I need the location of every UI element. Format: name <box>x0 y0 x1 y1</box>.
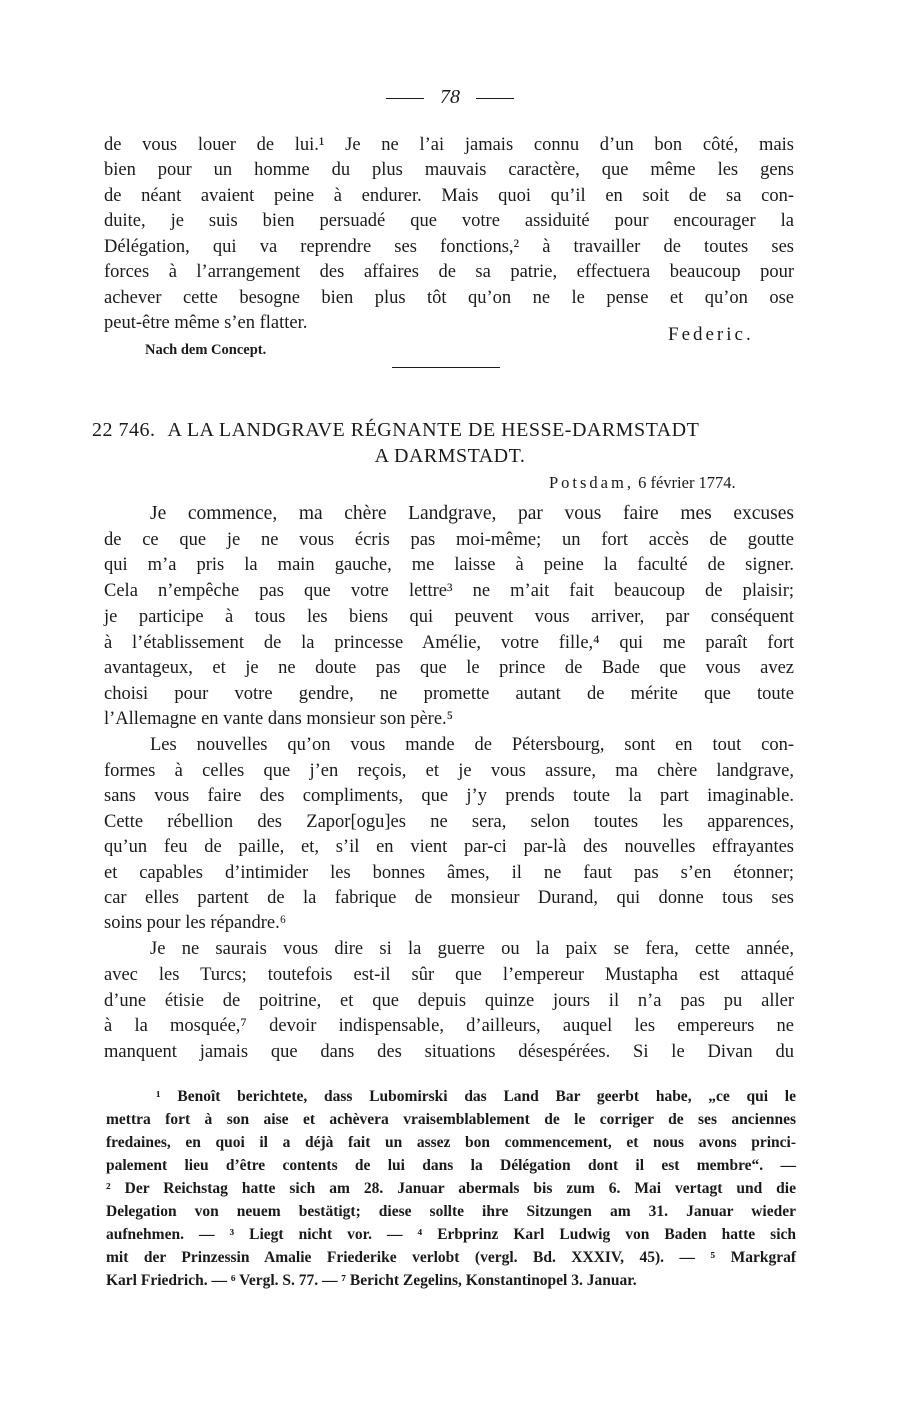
letter2-line: et capables d’intimider les bonnes âmes, il ne faut pas s’en étonner; <box>104 863 794 883</box>
letter2-line: je participe à tous les biens qui peuvent vous arriver, par conséquent <box>104 607 794 627</box>
letter1-line: de vous louer de lui.¹ Je ne l’ai jamais connu d’un bon côté, mais <box>104 135 794 155</box>
letter2-line: qu’un feu de paille, et, s’il en vient par-ci par-là des nouvelles effrayantes <box>104 837 794 857</box>
footnote-line: Karl Friedrich. — ⁶ Vergl. S. 77. — ⁷ Bericht Zegelins, Konstantinopel 3. Januar. <box>106 1272 637 1289</box>
letter2-line: Cela n’empêche pas que votre lettre³ ne m’ait fait beaucoup de plaisir; <box>104 581 794 601</box>
letter1-line: Délégation, qui va reprendre ses fonctions,² à travailler de toutes ses <box>104 237 794 257</box>
footnote-line: fredaines, en quoi il a déjà fait un assez bon commencement, et nous avons princi- <box>106 1134 796 1151</box>
document-number: 22 746. <box>92 419 156 441</box>
footnote-line: Delegation von neuem bestätigt; diese sollte ihre Sitzungen am 31. Januar wieder <box>106 1203 796 1220</box>
letter1-line: duite, je suis bien persuadé que votre assiduité pour encourager la <box>104 211 794 231</box>
letter2-line: Je ne saurais vous dire si la guerre ou la paix se fera, cette année, <box>150 939 794 959</box>
letter1-line: achever cette besogne bien plus tôt qu’on ne le pense et qu’on ose <box>104 288 794 308</box>
footnote-line: mettra fort à son aise et achèvera vraisemblablement de le corriger de ses anciennes <box>106 1111 796 1128</box>
letter2-line: qui m’a pris la main gauche, me laisse à peine la faculté de signer. <box>104 555 794 575</box>
letter2-line: choisi pour votre gendre, ne promette autant de mérite que toute <box>104 684 794 704</box>
letter2-line: manquent jamais que dans des situations désespérées. Si le Divan du <box>104 1042 794 1062</box>
letter2-line: Les nouvelles qu’on vous mande de Pétersbourg, sont en tout con- <box>150 735 794 755</box>
page-number-left-rule <box>386 98 424 99</box>
dateline-date: 6 février 1774. <box>638 473 736 492</box>
footnote-line: mit der Prinzessin Amalie Friederike verlobt (vergl. Bd. XXXIV, 45). — ⁵ Markgraf <box>106 1249 796 1266</box>
letter1-line: de néant avaient peine à endurer. Mais quoi qu’il en soit de sa con- <box>104 186 794 206</box>
page-number-right-rule <box>476 98 514 99</box>
letter2-line: l’Allemagne en vante dans monsieur son père.⁵ <box>104 709 454 729</box>
letter1-line: bien pour un homme du plus mauvais caractère, que même les gens <box>104 160 794 180</box>
letter2-line: Cette rébellion des Zapor[ogu]es ne sera, selon toutes les apparences, <box>104 812 794 832</box>
letter1-line: forces à l’arrangement des affaires de sa patrie, effectuera beaucoup pour <box>104 262 794 282</box>
dateline-place: Potsdam, <box>549 473 634 492</box>
section-divider <box>392 367 500 368</box>
letter2-line: avec les Turcs; toutefois est-il sûr que l’empereur Mustapha est attaqué <box>104 965 794 985</box>
footnote-line: ¹ Benoît berichtete, dass Lubomirski das Land Bar geerbt habe, „ce qui le <box>156 1088 796 1105</box>
page-number <box>0 86 900 109</box>
letter1-line: peut-être même s’en flatter. <box>104 313 308 333</box>
page-number-text: 78 <box>440 86 460 108</box>
footnote-line: ² Der Reichstag hatte sich am 28. Januar abermals bis zum 6. Mai vertagt und die <box>106 1180 796 1197</box>
letter2-line: à la mosquée,⁷ devoir indispensable, d’ailleurs, auquel les empereurs ne <box>104 1016 794 1036</box>
letter2-destination: A DARMSTADT. <box>374 445 526 467</box>
letter2-line: Je commence, ma chère Landgrave, par vous faire mes excuses <box>150 503 794 524</box>
letter2-recipient: A LA LANDGRAVE RÉGNANTE DE HESSE-DARMSTADT <box>167 419 700 441</box>
letter2-line: de ce que je ne vous écris pas moi-même; un fort accès de goutte <box>104 530 794 550</box>
signature: Federic. <box>668 324 754 345</box>
letter2-line: car elles partent de la fabrique de monsieur Durand, qui donne tous ses <box>104 888 794 908</box>
footnote-line: palement lieu d’être contents de lui dans la Délégation dont il est membre“. — <box>106 1157 796 1174</box>
letter2-line: avantageux, et je ne doute pas que le prince de Bade que vous avez <box>104 658 794 678</box>
footnote-line: aufnehmen. — ³ Liegt nicht vor. — ⁴ Erbprinz Karl Ludwig von Baden hatte sich <box>106 1226 796 1243</box>
letter2-line: à l’établissement de la princesse Amélie, votre fille,⁴ qui me paraît fort <box>104 633 794 653</box>
dateline <box>549 473 736 493</box>
letter2-line: sans vous faire des compliments, que j’y prends toute la part imaginable. <box>104 786 794 806</box>
letter2-heading <box>92 419 900 442</box>
letter2-line: formes à celles que j’en reçois, et je vous assure, ma chère landgrave, <box>104 761 794 781</box>
letter2-line: soins pour les répandre.⁶ <box>104 913 287 933</box>
source-note: Nach dem Concept. <box>145 342 267 358</box>
letter2-line: d’une étisie de poitrine, et que depuis quinze jours il n’a pas pu aller <box>104 991 794 1011</box>
